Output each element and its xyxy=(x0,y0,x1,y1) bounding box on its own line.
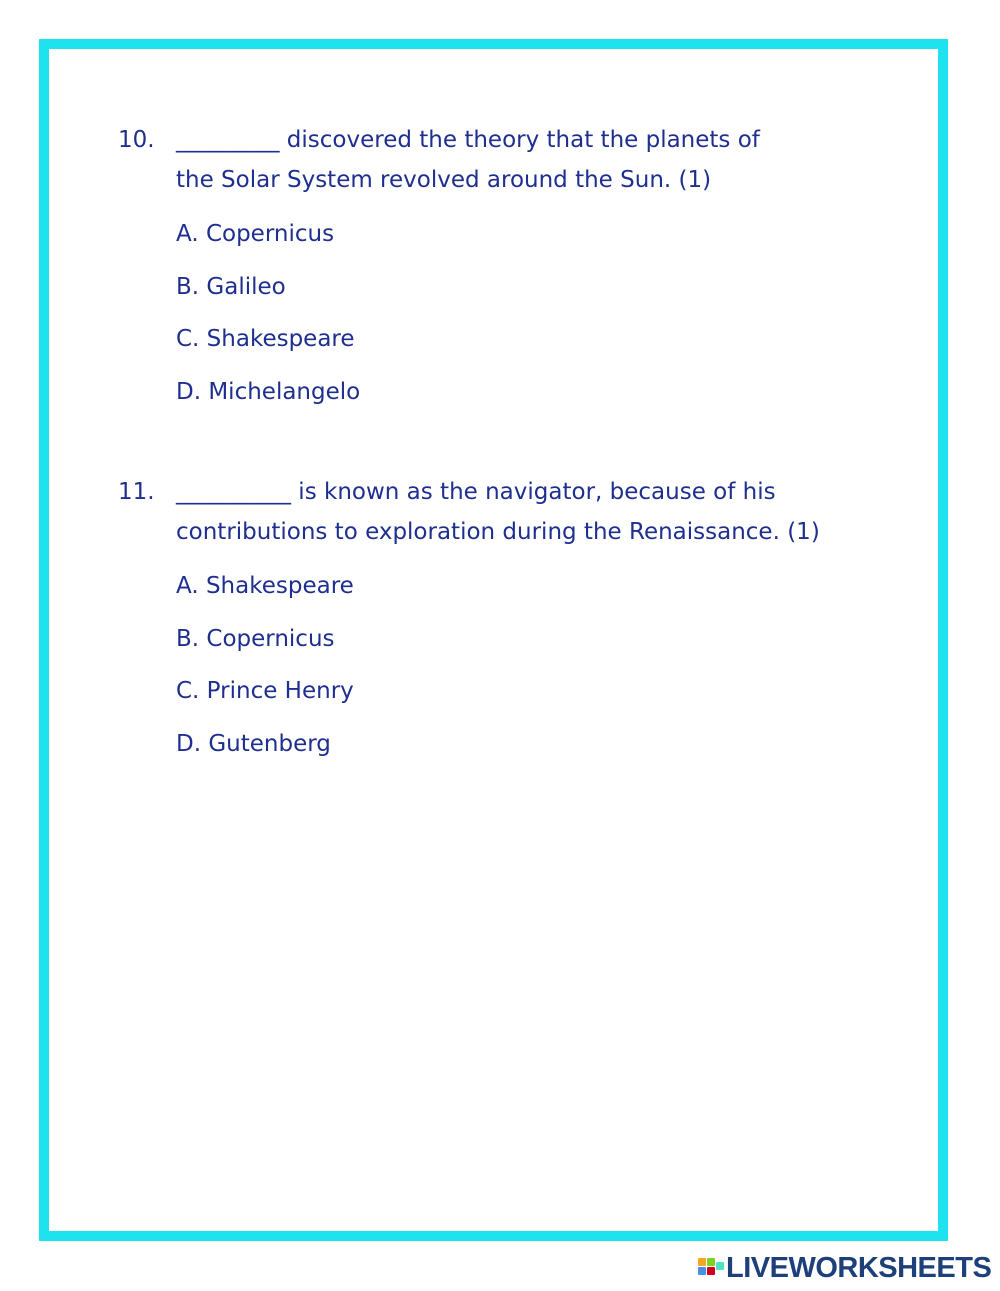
answer-options xyxy=(176,560,878,770)
option-c[interactable]: C. Prince Henry xyxy=(176,678,354,704)
option-a[interactable]: A. Copernicus xyxy=(176,221,335,247)
question-number: 10. xyxy=(118,127,155,153)
question-text: the Solar System revolved around the Sun. (1) xyxy=(176,167,712,193)
question-line xyxy=(118,160,878,200)
question-line xyxy=(118,120,878,160)
question-11 xyxy=(118,472,878,770)
question-10 xyxy=(118,120,878,418)
question-text: contributions to exploration during the Renaissance. (1) xyxy=(176,519,820,545)
option-b[interactable]: B. Galileo xyxy=(176,273,286,300)
option-a[interactable]: A. Shakespeare xyxy=(176,573,354,599)
logo-text: LIVEWORKSHEETS xyxy=(726,1251,992,1284)
logo-blocks-icon xyxy=(698,1256,724,1280)
option-b[interactable]: B. Copernicus xyxy=(176,625,335,652)
question-line xyxy=(118,512,878,552)
question-line xyxy=(118,472,878,512)
answer-options xyxy=(176,208,878,418)
question-number: 11. xyxy=(118,479,155,505)
option-d[interactable]: D. Gutenberg xyxy=(176,730,331,757)
option-c[interactable]: C. Shakespeare xyxy=(176,326,355,352)
question-text: __________ is known as the navigator, because of his xyxy=(176,479,776,505)
option-d[interactable]: D. Michelangelo xyxy=(176,378,361,405)
question-text: _________ discovered the theory that the planets of xyxy=(176,127,760,153)
liveworksheets-logo[interactable] xyxy=(698,1253,991,1283)
